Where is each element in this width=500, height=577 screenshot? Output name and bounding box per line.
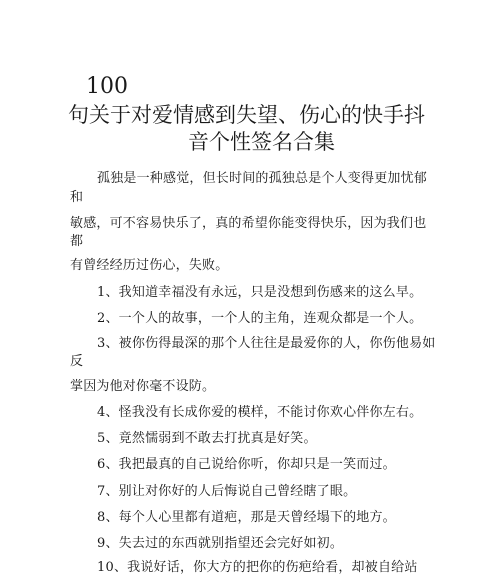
list-item: 5、竟然懦弱到不敢去打扰真是好笑。 xyxy=(97,431,317,446)
list-item: 8、每个人心里都有道疤，那是天曾经塌下的地方。 xyxy=(97,510,396,525)
body-line: 有曾经经历过伤心，失败。 xyxy=(70,258,229,273)
title-line-1: 句关于对爱情感到失望、伤心的快手抖 xyxy=(68,103,425,127)
list-item: 6、我把最真的自己说给你听，你却只是一笑而过。 xyxy=(97,457,396,472)
body-line: 都 xyxy=(70,234,84,249)
list-item: 3、被你伤得最深的那个人往往是最爱你的人，你伤他易如 xyxy=(97,336,436,351)
body-line: 掌因为他对你毫不设防。 xyxy=(70,379,216,394)
list-item: 2、一个人的故事，一个人的主角，连观众都是一个人。 xyxy=(97,311,423,326)
body-line: 反 xyxy=(70,354,84,369)
list-item: 4、怪我没有长成你爱的模样，不能讨你欢心伴你左右。 xyxy=(97,405,423,420)
list-item: 10、我说好话，你大方的把你的伤疤给看，却被自给站 xyxy=(97,560,418,575)
body-line: 孤独是一种感觉，但长时间的孤独总是个人变得更加忧郁 xyxy=(97,171,428,186)
list-item: 7、别让对你好的人后悔说自己曾经瞎了眼。 xyxy=(97,484,357,499)
title-line-2: 音个性签名合集 xyxy=(188,130,335,154)
body-line: 敏感，可不容易快乐了，真的希望你能变得快乐，因为我们也 xyxy=(70,216,427,231)
list-item: 9、失去过的东西就别指望还会完好如初。 xyxy=(97,536,344,551)
title-number: 100 xyxy=(86,74,128,99)
list-item: 1、我知道幸福没有永远，只是没想到伤感来的这么早。 xyxy=(97,285,423,300)
body-line: 和 xyxy=(70,190,84,205)
